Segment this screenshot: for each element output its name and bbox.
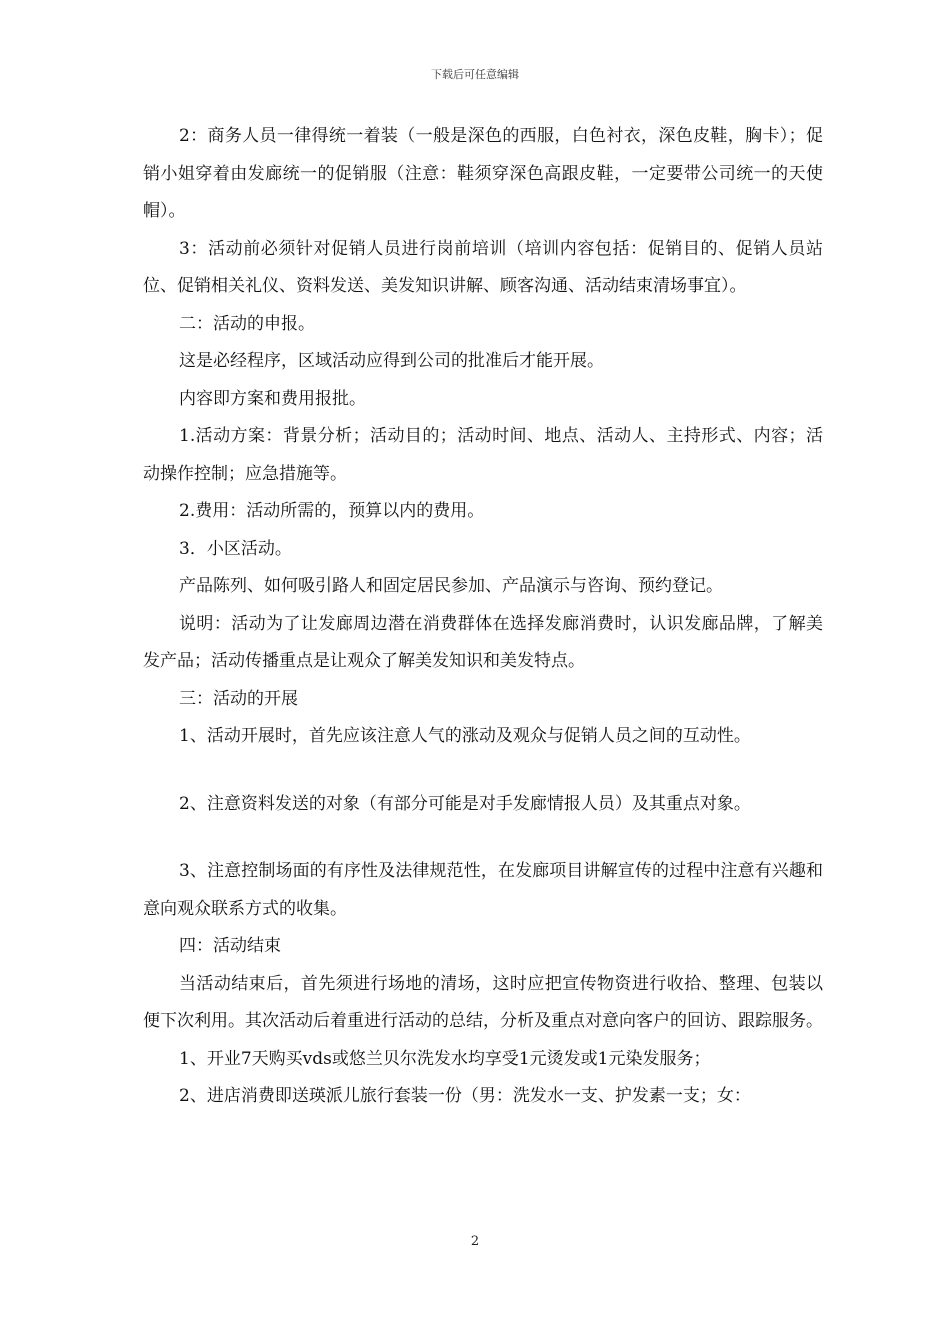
page-header: 下载后可任意编辑 <box>431 68 519 81</box>
page-number: 2 <box>470 1234 480 1249</box>
paragraph-procedure: 这是必经程序，区域活动应得到公司的批准后才能开展。 <box>179 351 604 371</box>
paragraph-execution-1: 1、活动开展时，首先应该注意人气的涨动及观众与促销人员之间的互动性。 <box>179 726 751 746</box>
section-heading-application: 二：活动的申报。 <box>179 313 315 334</box>
paragraph-display: 产品陈列、如何吸引路人和固定居民参加、产品演示与咨询、预约登记。 <box>179 576 723 596</box>
spacer <box>143 823 823 853</box>
paragraph-approval: 内容即方案和费用报批。 <box>179 388 366 409</box>
paragraph-execution-2: 2、注意资料发送的对象（有部分可能是对手发廊情报人员）及其重点对象。 <box>179 793 751 814</box>
section-heading-execution: 三：活动的开展 <box>179 688 298 709</box>
section-heading-closing: 四：活动结束 <box>179 936 281 956</box>
spacer <box>143 756 823 786</box>
paragraph-offer-2: 2、进店消费即送瑛派儿旅行套装一份（男：洗发水一支、护发素一支；女： <box>179 1086 751 1106</box>
paragraph-offer-1: 1、开业7天购买vds或悠兰贝尔洗发水均享受1元烫发或1元染发服务； <box>179 1048 711 1069</box>
paragraph-community: 3．小区活动。 <box>179 538 292 559</box>
paragraph-dress-code: 2：商务人员一律得统一着装（一般是深色的西服，白色衬衣，深色皮鞋，胸卡）；促销小姐穿着由发廊统一的促销服（注意：鞋须穿深色高跟皮鞋，一定要带公司统一的天使帽）。 <box>143 126 823 221</box>
paragraph-training: 3：活动前必须针对促销人员进行岗前培训（培训内容包括：促销目的、促销人员站位、促销相关礼仪、资料发送、美发知识讲解、顾客沟通、活动结束清场事宜）。 <box>143 238 823 296</box>
paragraph-explanation: 说明：活动为了让发廊周边潜在消费群体在选择发廊消费时，认识发廊品牌，了解美发产品；活动传播重点是让观众了解美发知识和美发特点。 <box>143 613 823 671</box>
paragraph-cost: 2.费用：活动所需的，预算以内的费用。 <box>179 501 485 521</box>
document-body <box>143 118 823 1116</box>
paragraph-closing: 当活动结束后，首先须进行场地的清场，这时应把宣传物资进行收拾、整理、包装以便下次利用。其次活动后着重进行活动的总结，分析及重点对意向客户的回访、跟踪服务。 <box>143 973 823 1031</box>
paragraph-plan: 1.活动方案：背景分析；活动目的；活动时间、地点、活动人、主持形式、内容；活动操作控制；应急措施等。 <box>143 426 823 484</box>
paragraph-execution-3: 3、注意控制场面的有序性及法律规范性，在发廊项目讲解宣传的过程中注意有兴趣和意向观众联系方式的收集。 <box>143 861 823 919</box>
